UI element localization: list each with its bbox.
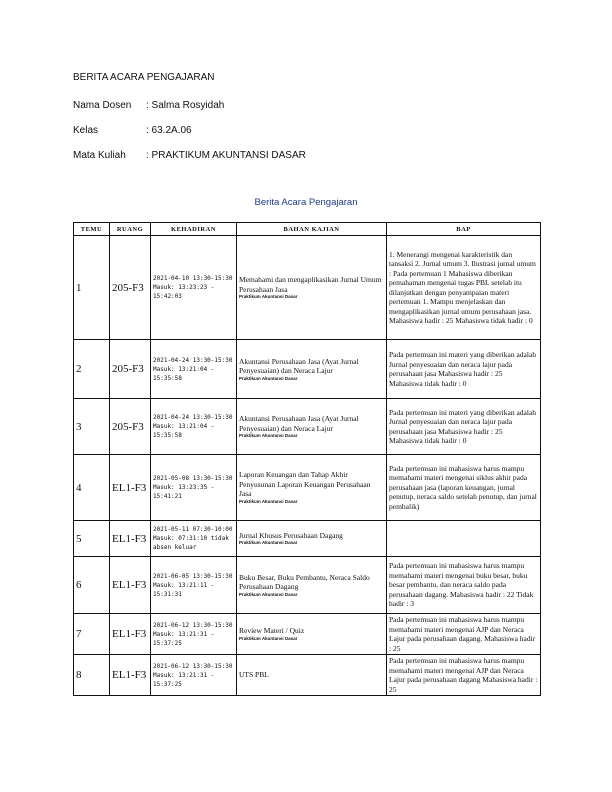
cell-bap: 1. Menerangi mengenai karakteristik dan tansaksi 2. Jurnal umum 3. Ilustrasi jurnal umum : Pada pertemuan 1 Mahasiswa diberikan pemahaman mengenai tugas PBL setelah itu dilanjutkan dengan penyampaian materi pertemuan 1. Mampu menjelaskan dan mengaplikasikan jurnal umum perusahaan jasa. Mahasiswa hadir : 25 Mahasiswa tidak hadir : 0 <box>387 236 541 340</box>
kehadiran-keluar: absen keluar <box>153 544 197 551</box>
kehadiran-jadwal: 2021-04-10 13:30-15:30 <box>153 275 233 282</box>
kehadiran-keluar: 15:42:03 <box>153 293 182 300</box>
mata-kuliah-note: Praktikum Akuntansi Dasar <box>239 498 298 504</box>
kehadiran-masuk: Masuk: 13:21:11 - <box>153 581 215 589</box>
table-row <box>74 399 541 455</box>
document-title: BERITA ACARA PENGAJARAN <box>73 72 215 83</box>
kehadiran-jadwal: 2021-06-12 13:30-15:30 <box>153 662 233 670</box>
mata-kuliah-note: Praktikum Akuntansi Dasar <box>239 294 298 299</box>
cell-bahan-kajian <box>237 614 387 655</box>
kehadiran-masuk: Masuk: 13:21:31 - <box>153 630 215 638</box>
cell-bap: Pada pertemuan ini mahasiswa harus mampu memahami materi mengenai AJP dan Neraca Lajur pada perusahaan dagang. Mahasiswa hadir : 25 <box>387 614 541 655</box>
kehadiran-keluar: 15:35:58 <box>153 432 182 439</box>
mata-kuliah-note: Praktikum Akuntansi Dasar <box>239 375 298 381</box>
bahan-kajian-text: Akuntansi Perusahaan Jasa (Ayat Jurnal Penyesuaian) dan Neraca Lajur <box>239 356 359 375</box>
column-header-ruang: RUANG <box>110 223 151 236</box>
kehadiran-keluar: 15:41:21 <box>153 493 182 500</box>
kehadiran-masuk: Masuk: 13:21:31 - <box>153 671 215 679</box>
cell-temu: 7 <box>74 614 110 655</box>
kehadiran-jadwal: 2021-05-08 13:30-15:30 <box>153 475 233 482</box>
cell-temu: 1 <box>74 236 110 340</box>
cell-bahan-kajian <box>237 340 387 399</box>
cell-temu: 6 <box>74 557 110 614</box>
kehadiran-masuk: Masuk: 07:31:10 tidak <box>153 535 229 542</box>
cell-ruang: EL1-F3 <box>110 557 151 614</box>
cell-kehadiran <box>151 655 237 696</box>
mata-kuliah-value: : PRAKTIKUM AKUNTANSI DASAR <box>146 150 306 161</box>
kehadiran-masuk: Masuk: 13:23:35 - <box>153 484 215 491</box>
cell-ruang: EL1-F3 <box>110 521 151 557</box>
table-caption: Berita Acara Pengajaran <box>254 197 358 208</box>
kehadiran-keluar: 15:37:25 <box>153 639 182 647</box>
kelas-label: Kelas <box>73 125 99 136</box>
cell-ruang: 205-F3 <box>110 236 151 340</box>
cell-kehadiran <box>151 557 237 614</box>
bap-table <box>73 222 541 696</box>
mata-kuliah-label: Mata Kuliah <box>73 150 126 161</box>
cell-ruang: EL1-F3 <box>110 655 151 696</box>
cell-ruang: EL1-F3 <box>110 614 151 655</box>
kehadiran-masuk: Masuk: 13:21:04 - <box>153 423 215 430</box>
cell-bahan-kajian <box>237 455 387 521</box>
kehadiran-keluar: 15:37:25 <box>153 680 182 688</box>
cell-kehadiran <box>151 614 237 655</box>
bahan-kajian-text: Jurnal Khusus Perusahaan Dagang <box>239 530 343 540</box>
dosen-label: Nama Dosen <box>73 100 132 111</box>
bahan-kajian-text: UTS PBL <box>239 670 269 680</box>
table-row <box>74 655 541 696</box>
kehadiran-jadwal: 2021-06-05 13:30-15:30 <box>153 572 233 580</box>
cell-bap: Pada pertemuan ini mahasiswa harus mampu memahami materi mengenai AJP dan Neraca Lajur pada perusahaan dagang Mahasiswa hadir : 25 <box>387 655 541 696</box>
cell-bap: Pada pertemuan ini materi yang diberikan adalah Jurnal penyesuaian dan neraca lajur pada perusahaan jasa Mahasiswa hadir : 25 Mahasiswa tidak hadir : 0 <box>387 340 541 399</box>
cell-bahan-kajian <box>237 655 387 696</box>
table-row <box>74 236 541 340</box>
kehadiran-jadwal: 2021-06-12 13:30-15:30 <box>153 621 233 629</box>
bahan-kajian-text: Memahami dan mengaplikasikan Jurnal Umum Perusahaan Jasa <box>239 275 382 294</box>
cell-temu: 3 <box>74 399 110 455</box>
cell-kehadiran <box>151 399 237 455</box>
cell-bahan-kajian <box>237 557 387 614</box>
cell-bahan-kajian <box>237 399 387 455</box>
cell-ruang: 205-F3 <box>110 340 151 399</box>
column-header-kehadiran: KEHADIRAN <box>151 223 237 236</box>
cell-bahan-kajian <box>237 521 387 557</box>
cell-bap: Pada pertemuan ini mahasiswa harus mampu memahami materi mengenai buku besar, buku besar pembantu, dan neraca saldo pada perusahaan dagang. Mahasiswa hadir : 22 Tidak hadir : 3 <box>387 557 541 614</box>
mata-kuliah-line <box>73 150 306 161</box>
cell-kehadiran <box>151 521 237 557</box>
cell-temu: 4 <box>74 455 110 521</box>
table-row <box>74 521 541 557</box>
table-row <box>74 557 541 614</box>
mata-kuliah-note: Praktikum Akuntansi Dasar <box>239 591 298 597</box>
cell-ruang: EL1-F3 <box>110 455 151 521</box>
cell-temu: 8 <box>74 655 110 696</box>
kehadiran-keluar: 15:35:58 <box>153 374 182 382</box>
dosen-line <box>73 100 224 111</box>
kelas-value: : 63.2A.06 <box>146 125 192 136</box>
kehadiran-masuk: Masuk: 13:23:23 - <box>153 284 215 291</box>
column-header-bahan-kajian: BAHAN KAJIAN <box>237 223 387 236</box>
table-row <box>74 614 541 655</box>
cell-ruang: 205-F3 <box>110 399 151 455</box>
cell-kehadiran <box>151 236 237 340</box>
table-row <box>74 455 541 521</box>
kehadiran-masuk: Masuk: 13:21:04 - <box>153 365 215 373</box>
kehadiran-keluar: 15:31:31 <box>153 590 182 598</box>
kehadiran-jadwal: 2021-05-11 07:30-10:00 <box>153 526 233 533</box>
mata-kuliah-note: Praktikum Akuntansi Dasar <box>239 540 298 546</box>
dosen-value: : Salma Rosyidah <box>146 100 225 111</box>
bahan-kajian-text: Buku Besar, Buku Pembantu, Neraca Saldo Perusahaan Dagang <box>239 572 370 591</box>
column-header-bap: BAP <box>387 223 541 236</box>
bahan-kajian-text: Laporan Keuangan dan Tahap Akhir Penyusunan Laporan Keuangan Perusahaan Jasa <box>239 470 371 499</box>
cell-kehadiran <box>151 340 237 399</box>
bahan-kajian-text: Review Materi / Quiz <box>239 626 305 636</box>
table-header-row <box>74 223 541 236</box>
kehadiran-jadwal: 2021-04-24 13:30-15:30 <box>153 356 233 364</box>
mata-kuliah-note: Praktikum Akuntansi Dasar <box>239 433 298 438</box>
cell-temu: 5 <box>74 521 110 557</box>
cell-temu: 2 <box>74 340 110 399</box>
column-header-temu: TEMU <box>74 223 110 236</box>
cell-kehadiran <box>151 455 237 521</box>
cell-bahan-kajian <box>237 236 387 340</box>
kelas-line <box>73 125 192 136</box>
table-row <box>74 340 541 399</box>
cell-bap: Pada pertemuan ini materi yang diberikan adalah Jurnal penyesuaian dan neraca lajur pada perusahaan jasa Mahasiswa hadir : 25 Mahasiswa tidak hadir : 0 <box>387 399 541 455</box>
bahan-kajian-text: Akuntansi Perusahaan Jasa (Ayat Jurnal Penyesuaian) dan Neraca Lajur <box>239 414 359 433</box>
cell-bap <box>387 521 541 557</box>
cell-bap: Pada pertemuan ini mahasiswa harus mampu memahami materi mengenai siklus akhir pada perusahaan jasa (laporan keuangan, jurnal penutup, neraca saldo setelah penutup, dan jurnal pembalik) <box>387 455 541 521</box>
mata-kuliah-note: Praktikum Akuntansi Dasar <box>239 635 298 641</box>
kehadiran-jadwal: 2021-04-24 13:30-15:30 <box>153 414 233 421</box>
